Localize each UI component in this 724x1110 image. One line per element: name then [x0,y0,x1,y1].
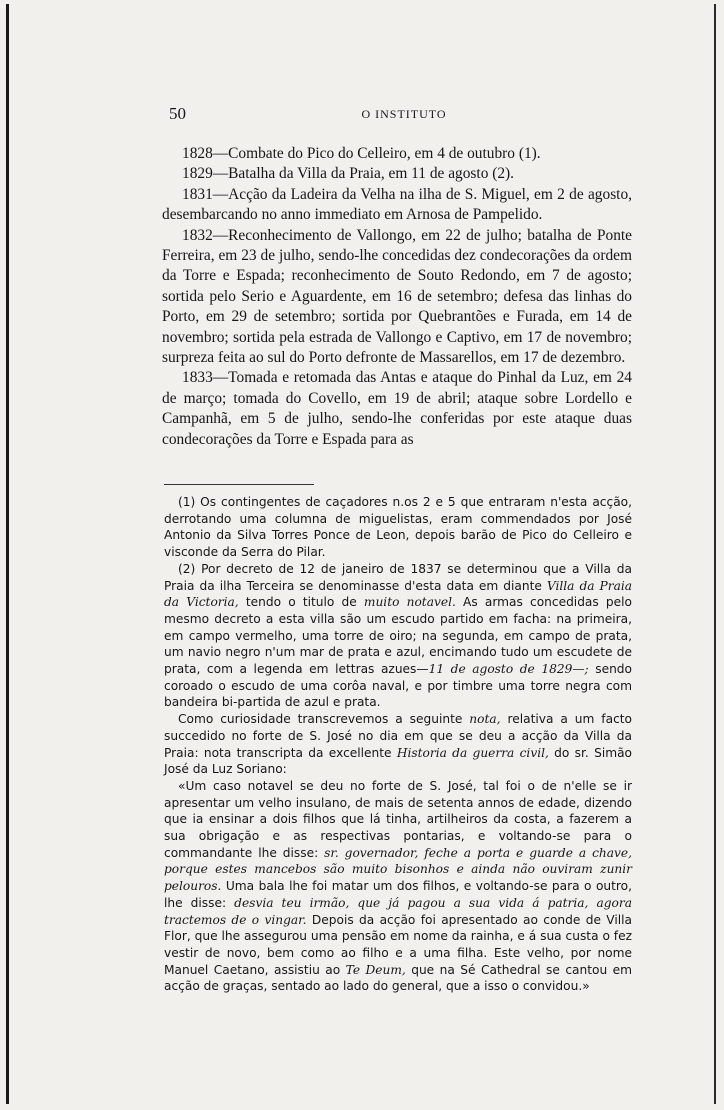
paragraph: 1829—Batalha da Villa da Praia, em 11 de agosto (2). [182,165,515,183]
paragraph: 1833—Tomada e retomada das Antas e ataque do Pinhal da Luz, em 24 de março; tomada do Covello, em 19 de abril; ataque sobre Lordello e Campanhã, em 5 de julho, sendo-lhe conferidas por este ataque duas condecorações da Torre e Espada para as [162,369,632,448]
running-head [169,104,639,126]
footnote-curiosity: Como curiosidade transcrevemos a seguinte nota, relativa a um facto succedido no forte de S. José no dia em que se deu a acção da Villa da Praia: nota transcripta da excellente Historia da guerra civil, do sr. Simão José da Luz Soriano: [164,712,633,777]
footnote-rule [164,484,314,485]
paragraph: 1831—Acção da Ladeira da Velha na ilha de S. Miguel, em 2 de agosto, desembarcando no anno immediato em Arnosa de Pampelido. [162,185,632,224]
footnote-quote: «Um caso notavel se deu no forte de S. José, tal foi o de n'elle se ir apresentar um velho insulano, de mais de setenta annos de edade, dizendo que ia ensinar a dois filhos que lá tinha, artilheiros da costa, a fazerem a sua obrigação e as respectivas pontarias, e voltando-se para o commandante lhe disse: sr. governador, feche a porta e guarde a chave, porque estes mancebos são muito bisonhos e ainda não ouviram zunir pelouros. Uma bala lhe foi matar um dos filhos, e voltando-se para o outro, lhe disse: desvia teu irmão, que já pagou a sua vida á patria, agora tractemos de o vingar. Depois da acção foi apresentado ao conde de Villa Flor, que lhe assegurou uma pensão em nome da rainha, e á sua custa o fez vestir de novo, bem como ao filho e a uma filha. Este velho, por nome Manuel Caetano, assistiu ao Te Deum, que na Sé Cathedral se cantou em acção de graças, sentado ao lado do general, que a isso o convidou.» [164,778,633,994]
footnote-1: (1) Os contingentes de caçadores n.os 2 e 5 que entraram n'esta acção, derrotando uma columna de miguelistas, eram commendados por José Antonio da Silva Torres Ponce de Leon, depois barão de Pico do Celleiro e visconde da Serra do Pilar. [164,495,632,560]
page-number: 50 [169,104,186,123]
footnote-2: (2) Por decreto de 12 de janeiro de 1837 se determinou que a Villa da Praia da ilha Terceira se denominasse d'esta data em diante Villa da Praia da Victoria, tendo o titulo de muito notavel. As armas concedidas pelo mesmo decreto a esta villa são um escudo partido em facha: na primeira, em campo vermelho, uma torre de oiro; na segunda, em campo de prata, um navio negro n'um mar de prata e azul, encimando tudo um escudete de prata, com a legenda em lettras azues—11 de agosto de 1829—; sendo coroado o escudo de uma corôa naval, e por timbre uma torre negra com bandeira bi-partida de azul e prata. [164,561,632,710]
footnotes [164,494,632,995]
paragraph: 1828—Combate do Pico do Celleiro, em 4 de outubro (1). [182,145,541,162]
paragraph: 1832—Reconhecimento de Vallongo, em 22 de julho; batalha de Ponte Ferreira, em 23 de julho, sendo-lhe concedidas dez condecorações da ordem da Torre e Espada; reconhecimento de Souto Redondo, em 7 de agosto; sortida pelo Serio e Aguardente, em 16 de setembro; defesa das linhas do Porto, em 29 de setembro; sortida por Quebrantões e Furada, em 14 de novembro; sortida pela estrada de Vallongo e Captivo, em 17 de novembro; surpreza feita ao sul do Porto defronte de Massarellos, em 17 de dezembro. [162,226,632,367]
body-text [162,144,632,450]
journal-title: O INSTITUTO [361,107,447,121]
